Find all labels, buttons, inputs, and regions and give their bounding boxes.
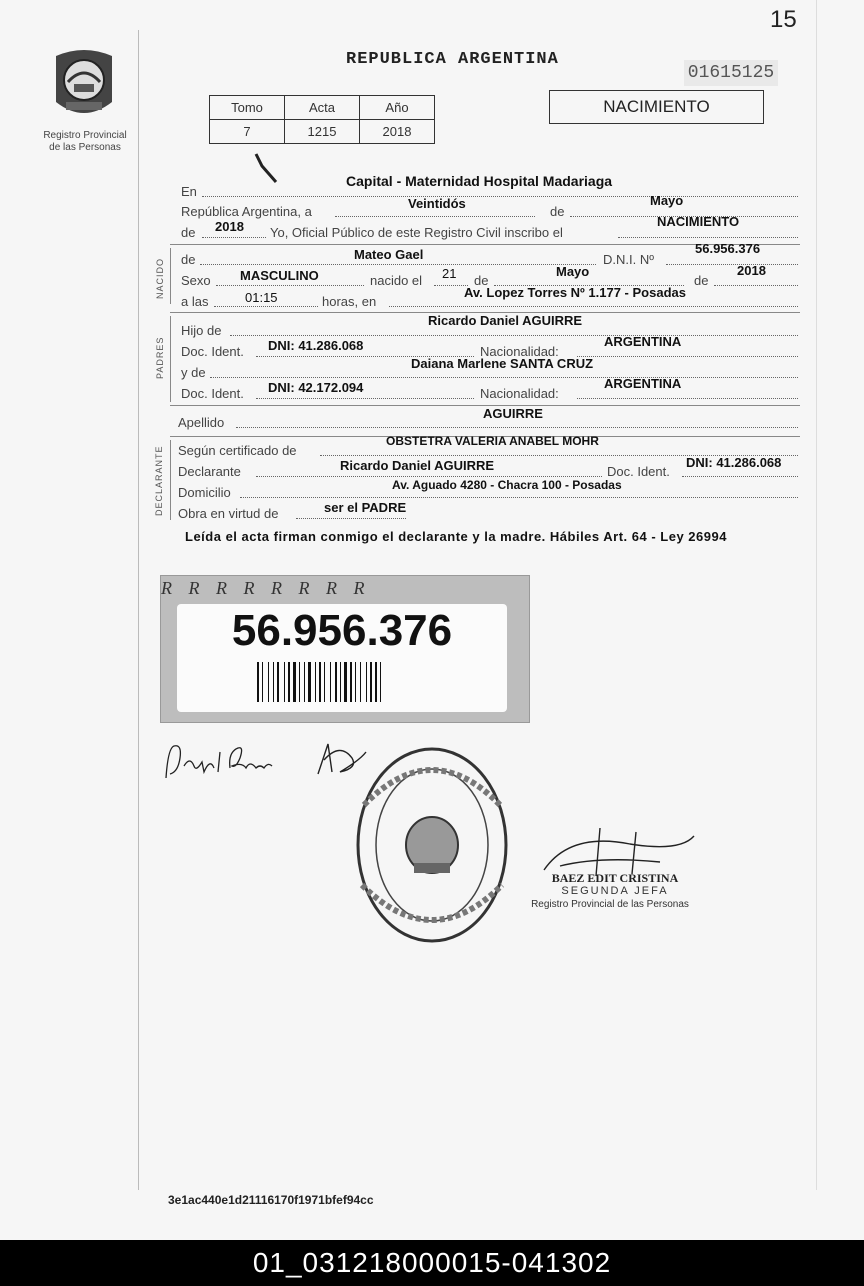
- declarant-signature-icon: [160, 738, 290, 790]
- dotted-line: [202, 196, 798, 197]
- label-segun-certificado: Según certificado de: [178, 443, 297, 458]
- label-nacionalidad-father: Nacionalidad:: [480, 344, 559, 359]
- year-value: 2018: [215, 219, 244, 234]
- child-name: Mateo Gael: [354, 247, 424, 262]
- sex-value: MASCULINO: [240, 268, 319, 283]
- registry-table: [209, 95, 435, 144]
- birth-year: 2018: [737, 263, 766, 278]
- dotted-line: [256, 476, 602, 477]
- label-y-de: y de: [181, 365, 206, 380]
- birth-place: Av. Lopez Torres Nº 1.177 - Posadas: [464, 285, 686, 300]
- mother-name: Daiana Marlene SANTA CRUZ: [411, 356, 594, 371]
- record-type-box: NACIMIENTO: [549, 90, 764, 124]
- provincial-seal-icon: [48, 42, 120, 124]
- closing-note: Leída el acta firman conmigo el declarante y la madre. Hábiles Art. 64 - Ley 26994: [185, 529, 727, 544]
- official-stamp-icon: [352, 745, 512, 945]
- barcode-bar: [308, 662, 311, 702]
- barcode-bar: [324, 662, 325, 702]
- place-value: Capital - Maternidad Hospital Madariaga: [346, 173, 613, 189]
- dotted-line: [666, 264, 798, 265]
- sticker-label-area: [177, 604, 507, 712]
- mother-nationality: ARGENTINA: [604, 376, 682, 391]
- label-doc-declarant: Doc. Ident.: [607, 464, 670, 479]
- label-horas-en: horas, en: [322, 294, 377, 309]
- registry-table-value-row: [210, 120, 435, 144]
- label-dni: D.N.I. Nº: [603, 252, 654, 267]
- officer-text: Yo, Oficial Público de este Registro Civil inscribo el: [270, 225, 563, 240]
- label-en: En: [181, 184, 197, 199]
- dotted-line: [214, 306, 318, 307]
- section-bracket: [170, 440, 171, 520]
- barcode-bar: [293, 662, 296, 702]
- registry-table-header-row: [210, 96, 435, 120]
- dotted-line: [335, 216, 535, 217]
- sticker-pattern-letters: R R R R R R R R: [161, 578, 371, 598]
- table-header-ano: Año: [360, 96, 435, 120]
- barcode-bar: [350, 662, 352, 702]
- document-title: REPUBLICA ARGENTINA: [346, 50, 559, 69]
- barcode-bar: [380, 662, 381, 702]
- dni-sticker: [160, 575, 530, 723]
- table-value-ano: 2018: [360, 120, 435, 144]
- surname: AGUIRRE: [483, 406, 543, 421]
- label-de-month: de: [474, 273, 489, 288]
- dotted-line: [618, 237, 798, 238]
- dotted-line: [200, 264, 596, 265]
- dotted-line: [296, 518, 406, 519]
- barcode-bar: [273, 662, 274, 702]
- dotted-line: [682, 476, 798, 477]
- document-hash: 3e1ac440e1d21116170f1971bfef94cc: [168, 1193, 374, 1207]
- label-republica: República Argentina, a: [181, 204, 312, 219]
- logo-caption-line-2: de las Personas: [49, 142, 121, 153]
- barcode-bar: [375, 662, 377, 702]
- birth-time: 01:15: [245, 290, 278, 305]
- label-a-las: a las: [181, 294, 209, 309]
- dotted-line: [230, 335, 798, 336]
- logo-caption-line-1: Registro Provincial: [43, 130, 127, 141]
- declarant-name: Ricardo Daniel AGUIRRE: [340, 458, 495, 473]
- dotted-line: [202, 237, 266, 238]
- barcode-bar: [268, 662, 269, 702]
- dotted-line: [210, 377, 798, 378]
- label-de-year: de: [181, 225, 196, 240]
- side-label-declarante: DECLARANTE: [154, 445, 164, 516]
- declarant-address: Av. Aguado 4280 - Chacra 100 - Posadas: [392, 478, 622, 492]
- month-value: Mayo: [650, 193, 684, 208]
- right-margin-line: [816, 0, 817, 1190]
- barcode-bar: [299, 662, 300, 702]
- serial-number: 01615125: [684, 60, 778, 86]
- father-doc: DNI: 41.286.068: [268, 338, 364, 353]
- barcode-icon: [257, 662, 453, 702]
- page-number: 15: [770, 6, 797, 33]
- label-de-birth-year: de: [694, 273, 709, 288]
- dotted-line: [216, 285, 364, 286]
- label-hijo-de: Hijo de: [181, 323, 222, 338]
- dotted-line: [714, 285, 798, 286]
- virtue-value: ser el PADRE: [324, 500, 407, 515]
- mother-doc: DNI: 42.172.094: [268, 380, 364, 395]
- dotted-line: [577, 398, 798, 399]
- side-label-nacido: NACIDO: [155, 257, 165, 299]
- label-apellido: Apellido: [178, 415, 225, 430]
- label-declarante: Declarante: [178, 464, 241, 479]
- barcode-bar: [284, 662, 285, 702]
- declarant-doc: DNI: 41.286.068: [686, 455, 782, 470]
- footer-code: 01_031218000015-041302: [0, 1240, 864, 1286]
- dotted-line: [256, 398, 474, 399]
- event-value: NACIMIENTO: [657, 214, 740, 229]
- label-child-de: de: [181, 252, 196, 267]
- dotted-line: [240, 497, 798, 498]
- day-value: Veintidós: [408, 196, 466, 211]
- label-nacido-el: nacido el: [370, 273, 423, 288]
- father-name: Ricardo Daniel AGUIRRE: [428, 313, 583, 328]
- barcode-bar: [304, 662, 305, 702]
- logo-caption: [30, 130, 140, 154]
- table-value-acta: 1215: [285, 120, 360, 144]
- barcode-bar: [370, 662, 372, 702]
- barcode-bar: [257, 662, 259, 702]
- dotted-line: [434, 285, 468, 286]
- barcode-bar: [366, 662, 367, 702]
- birth-month: Mayo: [556, 264, 590, 279]
- section-bracket: [170, 316, 171, 402]
- barcode-bar: [288, 662, 290, 702]
- barcode-bar: [344, 662, 347, 702]
- certificate-issuer: OBSTETRA VALERIA ANABEL MOHR: [386, 434, 599, 448]
- dotted-line: [389, 306, 798, 307]
- label-domicilio: Domicilio: [178, 485, 231, 500]
- table-header-tomo: Tomo: [210, 96, 285, 120]
- barcode-bar: [340, 662, 341, 702]
- label-nacionalidad-mother: Nacionalidad:: [480, 386, 559, 401]
- father-nationality: ARGENTINA: [604, 334, 682, 349]
- label-doc-father: Doc. Ident.: [181, 344, 244, 359]
- left-margin-line: [138, 30, 139, 1190]
- sticker-number: 56.956.376: [231, 606, 453, 655]
- table-value-tomo: 7: [210, 120, 285, 144]
- barcode-bar: [262, 662, 263, 702]
- label-de: de: [550, 204, 565, 219]
- official-name: BAEZ EDIT CRISTINA: [551, 871, 679, 885]
- barcode-bar: [355, 662, 356, 702]
- barcode-bar: [315, 662, 316, 702]
- dotted-line: [577, 356, 798, 357]
- barcode-bar: [335, 662, 337, 702]
- label-doc-mother: Doc. Ident.: [181, 386, 244, 401]
- side-label-padres: PADRES: [155, 336, 165, 379]
- official-role: SEGUNDA JEFA: [561, 885, 669, 897]
- birth-day: 21: [442, 266, 457, 281]
- barcode-bar: [277, 662, 279, 702]
- label-obra-en-virtud: Obra en virtud de: [178, 506, 279, 521]
- handwritten-tick-mark: [252, 152, 282, 184]
- dotted-line: [236, 427, 798, 428]
- child-dni: 56.956.376: [695, 241, 761, 256]
- barcode-bar: [360, 662, 361, 702]
- label-sexo: Sexo: [181, 273, 211, 288]
- official-organization: Registro Provincial de las Personas: [531, 899, 689, 910]
- section-bracket: [170, 248, 171, 304]
- barcode-bar: [319, 662, 321, 702]
- table-header-acta: Acta: [285, 96, 360, 120]
- barcode-bar: [330, 662, 331, 702]
